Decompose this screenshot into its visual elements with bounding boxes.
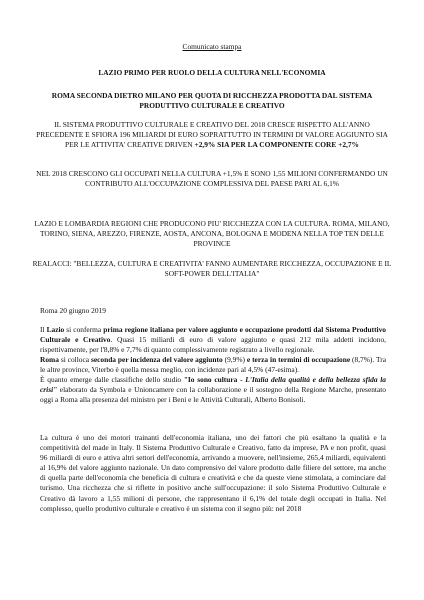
text-run: Il [40, 325, 47, 334]
text-run: elaborato da Symbola e Unioncamere con la collaborazione e il sostegno della Regione Marche, presentato oggi a Roma alla presenza del ministro per i Beni e le Attività Culturali, Alberto Bonisoli. [40, 385, 386, 405]
headline: LAZIO PRIMO PER RUOLO DELLA CULTURA NELL'ECONOMIA [98, 68, 326, 77]
text-run-bold: seconda per incidenza del valore aggiunto [90, 355, 223, 365]
text-run-bold: Roma [40, 355, 59, 365]
summary-point-regions: LAZIO E LOMBARDIA REGIONI CHE PRODUCONO PIU' RICCHEZZA CON LA CULTURA. ROMA, MILANO, TORINO, SIENA, AREZZO, FIRENZE, AOSTA, ANCONA, BOLOGNA E MODENA NELLA TOP TEN DELLE PROVINCE [34, 219, 390, 249]
summary-point-quote: REALACCI: "BELLEZZA, CULTURA E CREATIVITA' FANNO AUMENTARE RICCHEZZA, OCCUPAZIONE E IL SOFT-POWER DELL'ITALIA" [32, 259, 392, 279]
summary-point-text: IL SISTEMA PRODUTTIVO CULTURALE E CREATIVO DEL 2018 CRESCE RISPETTO ALL'ANNO PRECEDENTE E SFIORA 196 MILIARDI DI EURO SOPRATTUTTO IN TERMINI DI VALORE AGGIUNTO SIA PER LE ATTIVITA' CREATIVE DRIVEN [36, 120, 388, 150]
body-paragraph-economy: La cultura è uno dei motori trainanti dell'economia italiana, uno dei fattori che più esaltano la qualità e la competitività del made in Italy. Il Sistema Produttivo Culturale e Creativo, fatto da imprese, PA e non profit, quasi 96 miliardi di euro e attiva altri settori dell'economia, arrivando a muovere, nell'insieme, 265,4 miliardi, equivalenti al 16,9% del valore aggiunto nazionale. Un dato comprensivo del valore prodotto dalle filiere del settore, ma anche di quella parte dell'economia che beneficia di cultura e creatività e che da queste viene stimolata, a cominciare dal turismo. Una ricchezza che si riflette in positivo anche sull'occupazione: il solo Sistema Produttivo Culturale e Creativo dà lavoro a 1,55 milioni di persone, che rappresentano il 6,1% del totale degli occupati in Italia. Nel complesso, quello produttivo culturale e creativo è un sistema con il segno più: nel 2018 [40, 433, 386, 513]
summary-point-employment: NEL 2018 CRESCONO GLI OCCUPATI NELLA CULTURA +1,5% E SONO 1,55 MILIONI CONFERMANDO UN CONTRIBUTO ALL'OCCUPAZIONE COMPLESSIVA DEL PAESE PARI AL 6,1% [36, 169, 388, 189]
summary-point-value-added [30, 120, 394, 151]
text-run: È quanto emerge dalle classifiche dello studio [40, 375, 184, 384]
text-run-bold: prima regione italiana per valore aggiunto e occupazione prodotti dal Sistema Produttivo Culturale e Creativo [40, 325, 386, 345]
subheadline: ROMA SECONDA DIETRO MILANO PER QUOTA DI RICCHEZZA PRODOTTA DAL SISTEMA PRODUTTIVO CULTURALE E CREATIVO [51, 91, 373, 111]
text-run: si conferma [64, 325, 104, 334]
text-run: . Quasi 15 miliardi di euro di valore aggiunto e quasi 212 mila addetti incidono, rispettivamente, per l'8,8% e 7,7% di quanto complessivamente registrato a livello regionale. [40, 335, 386, 355]
text-run-bold: e terza in termini di occupazione [246, 355, 351, 365]
summary-point-bold: +2,9% SIA PER LA COMPONENTE CORE +2,7% [194, 140, 359, 150]
text-run: (9,9%) [222, 355, 247, 365]
text-run: (8,7%). Tra le altre province, Viterbo è quella messa meglio, con incidenze pari al 4,5% (47-esima). [40, 355, 387, 375]
dateline: Roma 20 giugno 2019 [40, 306, 106, 315]
press-release-label: Comunicato stampa [182, 42, 242, 51]
text-run-bold-italic: L'Italia della qualità e della bellezza sfida la crisi" [40, 375, 386, 395]
body-paragraph-lazio [40, 325, 386, 375]
text-run-bold: "Io sono cultura - [183, 375, 246, 384]
text-run: si colloca [58, 355, 91, 365]
body-paragraph-study [40, 375, 386, 405]
text-run-bold: Lazio [46, 325, 65, 334]
